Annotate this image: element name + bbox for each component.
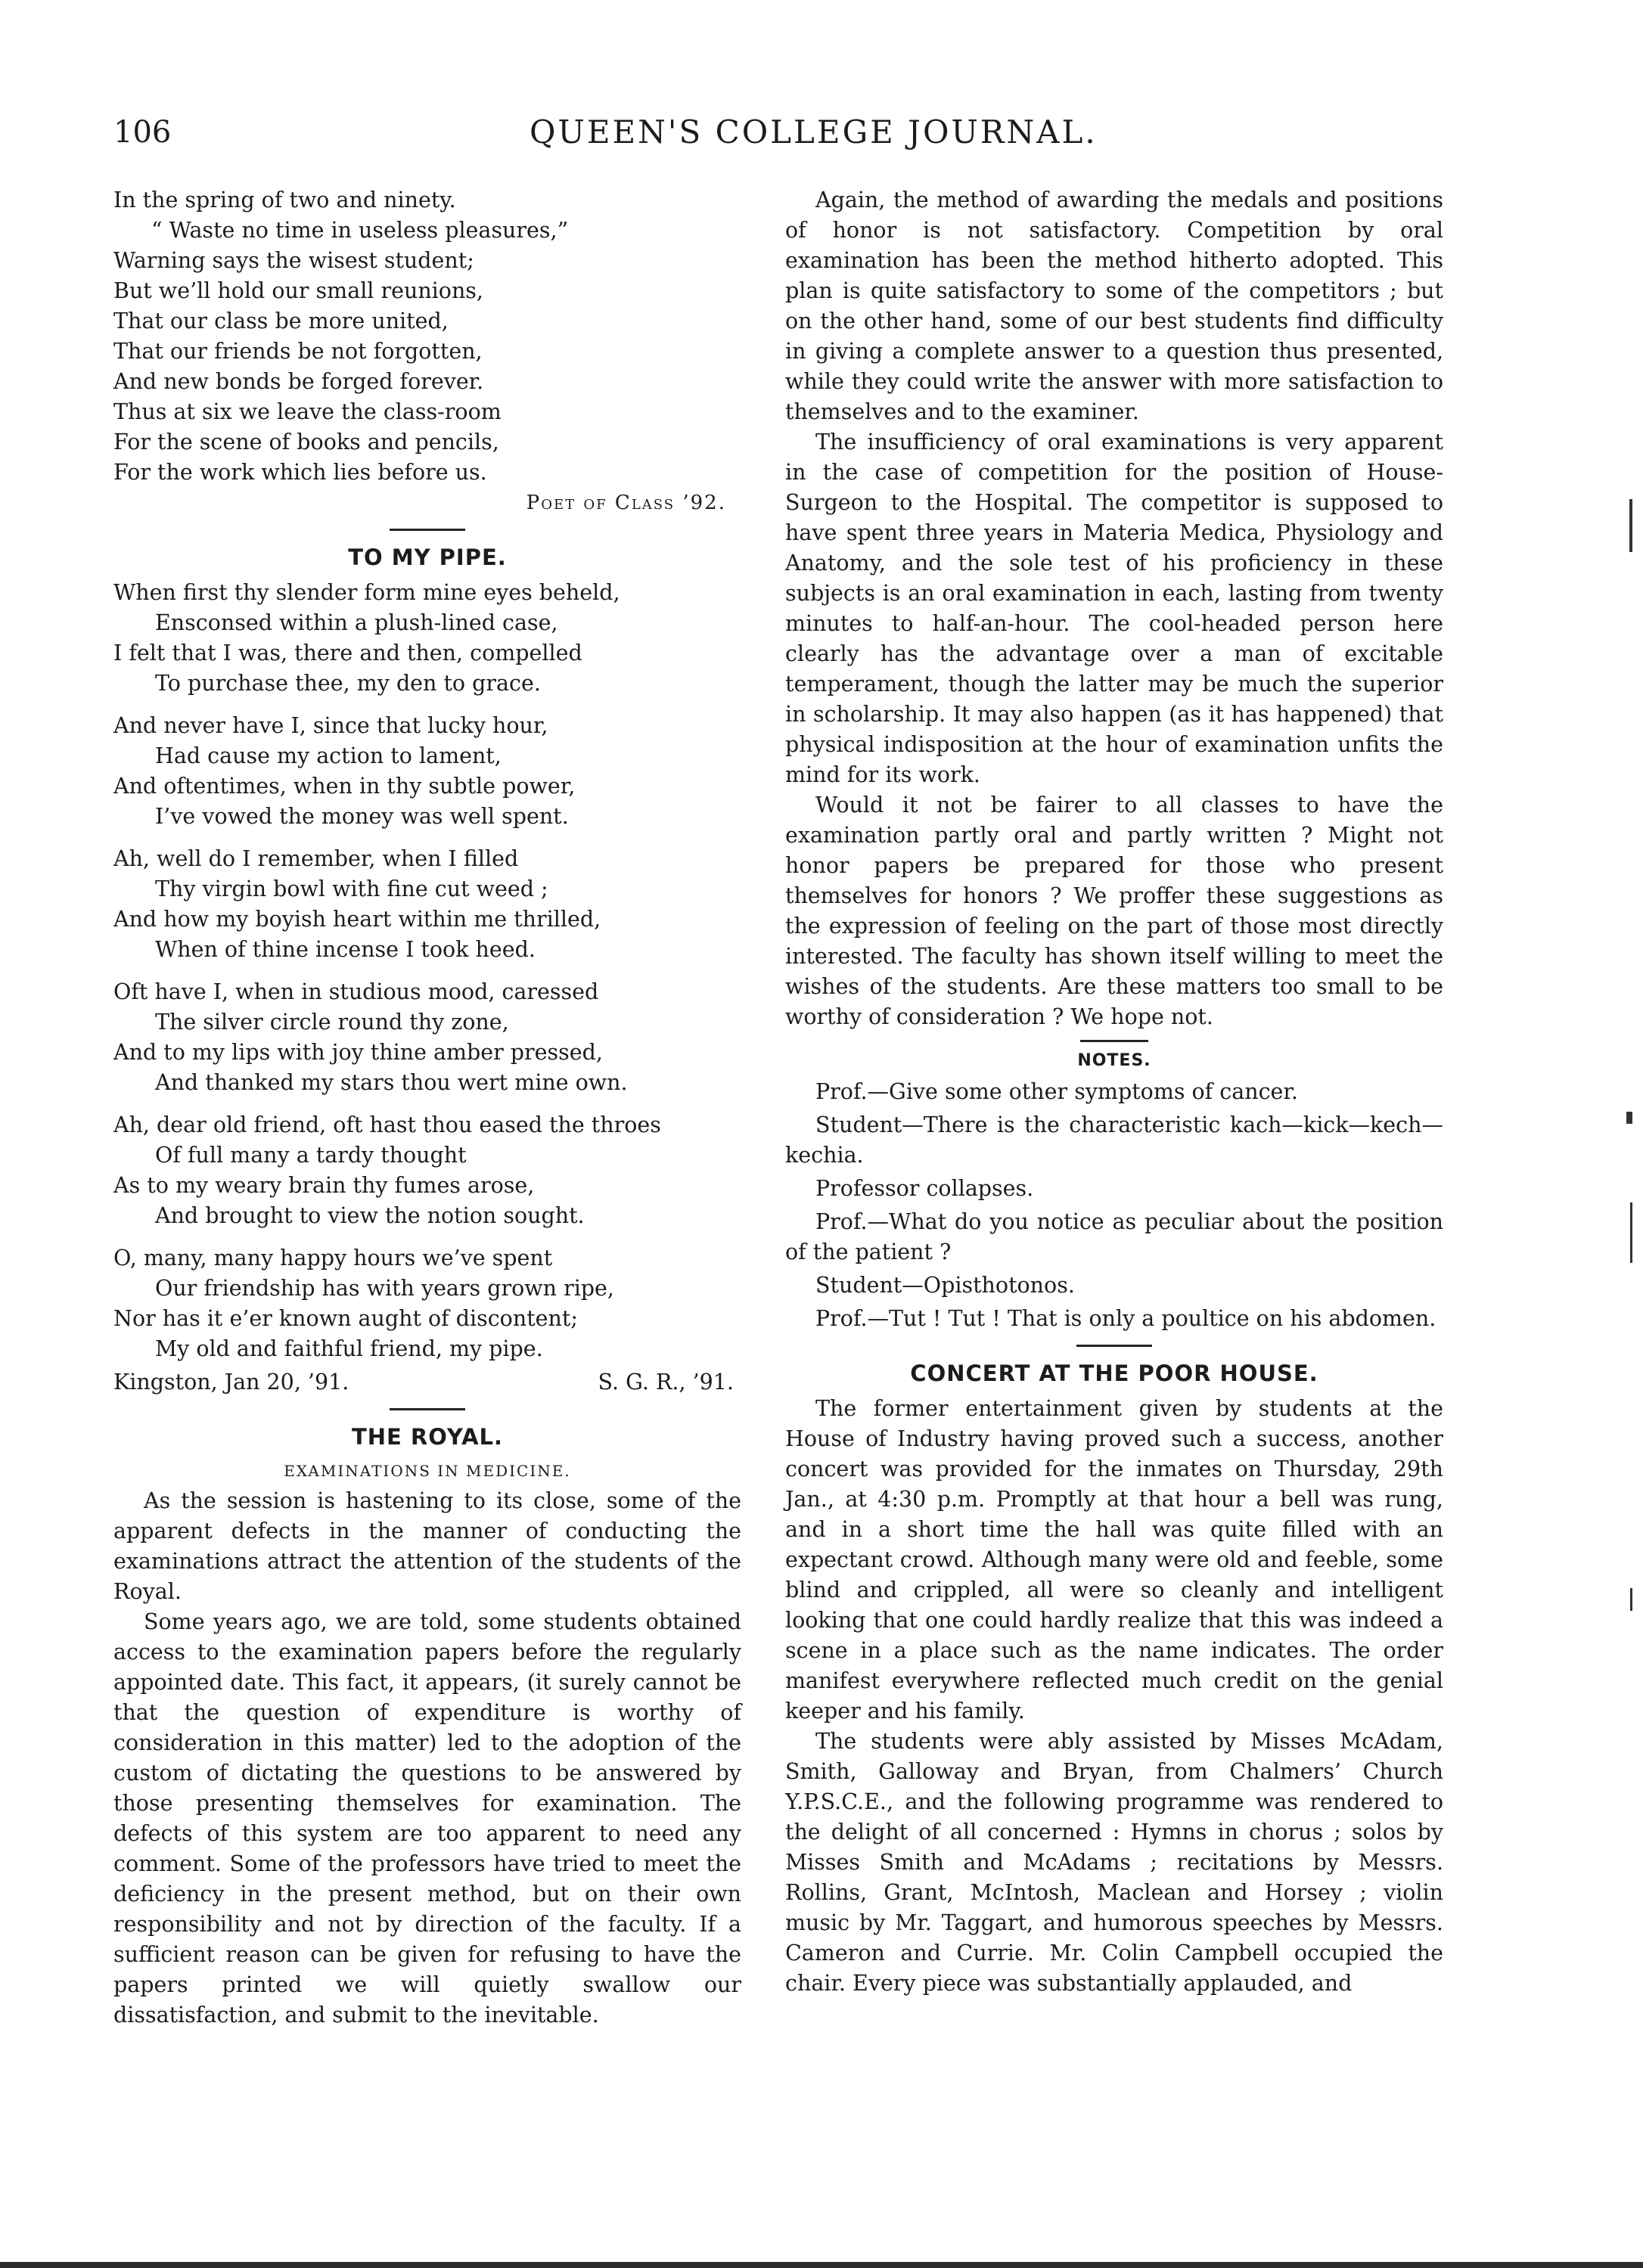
poem-line: The silver circle round thy zone,	[155, 1010, 509, 1035]
poem-line: When of thine incense I took heed.	[155, 937, 536, 962]
pipe-poem-title: TO MY PIPE.	[348, 545, 507, 570]
section-rule	[390, 529, 465, 531]
pipe-stanza	[113, 977, 741, 1098]
poem-line: O, many, many happy hours we’ve spent	[113, 1246, 553, 1271]
pipe-stanza	[113, 844, 741, 965]
journal-title: QUEEN'S COLLEGE JOURNAL.	[530, 113, 1098, 150]
poem-line: And new bonds be forged forever.	[113, 369, 484, 394]
poem-line: Ah, well do I remember, when I filled	[113, 846, 519, 871]
scan-bottom-edge	[0, 2262, 1643, 2268]
scan-edge-mark	[1630, 1588, 1632, 1611]
poem-line: Ensconsed within a plush-lined case,	[155, 610, 558, 635]
section-rule	[1080, 1040, 1148, 1042]
poem-line: Ah, dear old friend, oft hast thou eased the throes	[113, 1112, 661, 1137]
pipe-dateline	[113, 1367, 741, 1398]
poem-signature: Poet of Class ’92.	[526, 492, 726, 514]
poem-line: That our class be more united,	[113, 309, 449, 334]
poem-line: And oftentimes, when in thy subtle power,	[113, 774, 576, 799]
right-column	[785, 185, 1443, 1999]
note-line: Student—There is the characteristic kach—kick—kech—kechia.	[785, 1112, 1443, 1168]
article-paragraph: The insufficiency of oral examinations is very apparent in the case of competition for the position of House-Surgeon to the Hospital. The competitor is supposed to have spent three years in Materia Medica, Physiology and Anatomy, and the sole test of his proficiency in these subjects is an oral examination in each, lasting from twenty minutes to half-an-hour. The cool-headed person here clearly has the advantage over a man of excitable temperament, though the latter may be much the superior in scholarship. It may also happen (as it has happened) that physical indisposition at the hour of examination unfits the mind for its work.	[785, 430, 1443, 787]
poem-ending	[113, 185, 741, 488]
pipe-stanza	[113, 711, 741, 832]
scan-edge-mark	[1626, 1112, 1632, 1124]
note-line: Professor collapses.	[815, 1176, 1034, 1201]
poem-line: Thus at six we leave the class-room	[113, 399, 502, 424]
pipe-stanza	[113, 1110, 741, 1231]
poem-line: Thy virgin bowl with fine cut weed ;	[155, 876, 548, 901]
poem-line: Of full many a tardy thought	[155, 1143, 467, 1168]
royal-paragraph: Some years ago, we are told, some students obtained access to the examination papers before the regularly appointed date. This fact, it appears, (it surely cannot be that the question of expenditure is worthy of consideration in this matter) led to the adoption of the custom of dictating the questions to be answered by those presenting themselves for examination. The defects of this system are too apparent to need any comment. Some of the professors have tried to meet the deficiency in the present method, but on their own responsibility and not by direction of the faculty. If a sufficient reason can be given for refusing to have the papers printed we will quietly swallow our dissatisfaction, and submit to the inevitable.	[113, 1609, 741, 2028]
poem-line: And never have I, since that lucky hour,	[113, 713, 548, 738]
note-line: Prof.—Give some other symptoms of cancer.	[815, 1079, 1298, 1104]
poem-line: When first thy slender form mine eyes beheld,	[113, 580, 620, 605]
section-rule	[390, 1408, 465, 1410]
concert-paragraph: The students were ably assisted by Misses McAdam, Smith, Galloway and Bryan, from Chalmers’ Church Y.P.S.C.E., and the following programme was rendered to the delight of all concerned : Hymns in chorus ; solos by Misses Smith and McAdams ; recitations by Messrs. Rollins, Grant, McIntosh, Maclean and Horsey ; violin music by Mr. Taggart, and humorous speeches by Messrs. Cameron and Currie. Mr. Colin Campbell occupied the chair. Every piece was substantially applauded, and	[785, 1729, 1443, 1996]
concert-paragraph: The former entertainment given by students at the House of Industry having proved such a success, another concert was provided for the inmates on Thursday, 29th Jan., at 4:30 p.m. Promptly at that hour a bell was rung, and in a short time the hall was quite filled with an expectant crowd. Although many were old and feeble, some blind and crippled, all were so cleanly and intelligent looking that one could hardly realize that this was indeed a scene in a place such as the name indicates. The order manifest everywhere reflected much credit on the genial keeper and his family.	[785, 1396, 1443, 1723]
left-column	[113, 185, 741, 2031]
poem-line: I felt that I was, there and then, compelled	[113, 641, 582, 666]
notes-title: NOTES.	[1077, 1051, 1151, 1070]
poem-line: And to my lips with joy thine amber pressed,	[113, 1040, 603, 1065]
poem-line: I’ve vowed the money was well spent.	[155, 804, 569, 829]
royal-paragraph: As the session is hastening to its close, some of the apparent defects in the manner of conducting the examinations attract the attention of the students of the Royal.	[113, 1488, 741, 1604]
royal-subtitle: EXAMINATIONS IN MEDICINE.	[284, 1462, 571, 1480]
pipe-poem	[113, 578, 741, 1398]
note-line: Student—Opisthotonos.	[815, 1273, 1075, 1298]
article-paragraph: Would it not be fairer to all classes to have the examination partly oral and partly written ? Might not honor papers be prepared for those who present themselves for honors ? We proffer these suggestions as the expression of feeling on the part of those most directly interested. The faculty has shown itself willing to meet the wishes of the students. Are these matters too small to be worthy of consideration ? We hope not.	[785, 793, 1443, 1029]
poem-line: Our friendship has with years grown ripe,	[155, 1276, 614, 1301]
poem-line: For the work which lies before us.	[113, 460, 487, 485]
scan-edge-mark	[1629, 499, 1632, 552]
concert-title: CONCERT AT THE POOR HOUSE.	[910, 1360, 1318, 1386]
scan-edge-mark	[1630, 1202, 1632, 1263]
pipe-stanza	[113, 1243, 741, 1364]
royal-title: THE ROYAL.	[351, 1424, 504, 1450]
poem-line: In the spring of two and ninety.	[113, 188, 456, 213]
poem-line: Oft have I, when in studious mood, caressed	[113, 979, 599, 1004]
poem-line: To purchase thee, my den to grace.	[155, 671, 541, 696]
poem-line: That our friends be not forgotten,	[113, 339, 483, 364]
page-number: 106	[113, 115, 172, 150]
pipe-stanza	[113, 578, 741, 699]
section-rule	[1076, 1345, 1152, 1347]
poem-line: And thanked my stars thou wert mine own.	[155, 1070, 628, 1095]
pipe-place-date: Kingston, Jan 20, ’91.	[113, 1370, 349, 1395]
poem-line: But we’ll hold our small reunions,	[113, 278, 483, 303]
poem-line: Nor has it e’er known aught of discontent;	[113, 1306, 578, 1331]
note-line: Prof.—Tut ! Tut ! That is only a poultice on his abdomen.	[815, 1306, 1436, 1331]
poem-line: And brought to view the notion sought.	[155, 1203, 585, 1228]
poem-line: My old and faithful friend, my pipe.	[155, 1336, 543, 1361]
poem-line: Warning says the wisest student;	[113, 248, 474, 273]
pipe-author: S. G. R., ’91.	[598, 1370, 734, 1395]
note-line: Prof.—What do you notice as peculiar about the position of the patient ?	[785, 1209, 1443, 1264]
article-paragraph: Again, the method of awarding the medals and positions of honor is not satisfactory. Competition by oral examination has been the method hitherto adopted. This plan is quite satisfactory to some of the competitors ; but on the other hand, some of our best students find difficulty in giving a complete answer to a question thus presented, while they could write the answer with more satisfaction to themselves and to the examiner.	[785, 188, 1443, 424]
poem-line: “ Waste no time in useless pleasures,”	[151, 218, 569, 243]
poem-line: As to my weary brain thy fumes arose,	[113, 1173, 535, 1198]
poem-line: And how my boyish heart within me thrilled,	[113, 907, 601, 932]
poem-line: Had cause my action to lament,	[155, 743, 502, 768]
poem-line: For the scene of books and pencils,	[113, 430, 499, 455]
